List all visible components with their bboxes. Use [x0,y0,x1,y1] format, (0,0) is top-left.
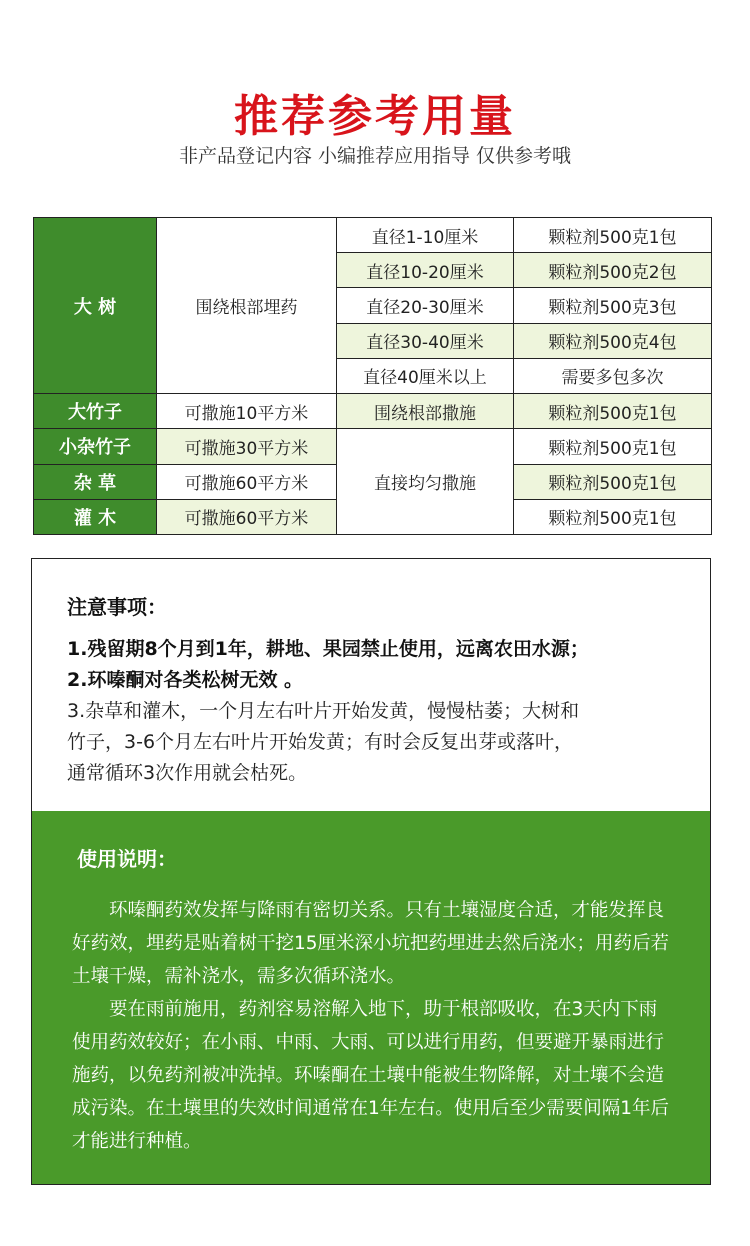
note-line: 3.杂草和灌木，一个月左右叶片开始发黄，慢慢枯萎；大树和 [67,700,580,722]
table-row [34,218,712,253]
page-title: 推荐参考用量 [234,91,516,142]
table-row [34,394,712,429]
usage-panel [31,811,711,1185]
area-cell: 可撒施60平方米 [157,464,337,499]
table-row [34,429,712,464]
notes-panel [31,558,711,811]
dose-cell: 颗粒剂500克1包 [514,394,712,429]
size-cell: 直径1-10厘米 [337,218,514,253]
size-cell: 直径20-30厘米 [337,288,514,323]
category-small-bamboo: 小杂竹子 [34,429,157,464]
method-big-tree: 围绕根部埋药 [157,218,337,394]
note-line: 竹子，3-6个月左右叶片开始发黄；有时会反复出芽或落叶， [67,731,574,753]
dose-cell: 颗粒剂500克1包 [514,429,712,464]
size-cell: 直径40厘米以上 [337,358,514,393]
method-big-bamboo: 围绕根部撒施 [337,394,514,429]
note-line: 通常循环3次作用就会枯死。 [67,762,308,784]
usage-title: 使用说明： [77,847,177,871]
dose-cell: 需要多包多次 [514,358,712,393]
category-big-tree: 大 树 [34,218,157,394]
category-weeds: 杂 草 [34,464,157,499]
area-cell: 可撒施60平方米 [157,499,337,534]
dose-cell: 颗粒剂500克2包 [514,253,712,288]
usage-paragraph: 要在雨前施用，药剂容易溶解入地下，助于根部吸收，在3天内下雨使用药效较好；在小雨、中雨、大雨、可以进行用药，但要避开暴雨进行施药，以免药剂被冲洗掉。环嗪酮在土壤中能被生物降解，对土壤不会造成污染。在土壤里的失效时间通常在1年左右。使用后至少需要间隔1年后才能进行种植。 [72,999,670,1152]
notes-title: 注意事项： [67,595,167,619]
dose-cell: 颗粒剂500克4包 [514,323,712,358]
dose-cell: 颗粒剂500克1包 [514,464,712,499]
category-shrubs: 灌 木 [34,499,157,534]
dose-cell: 颗粒剂500克1包 [514,499,712,534]
dose-cell: 颗粒剂500克1包 [514,218,712,253]
area-cell: 可撒施30平方米 [157,429,337,464]
size-cell: 直径30-40厘米 [337,323,514,358]
dosage-table [33,217,712,535]
category-big-bamboo: 大竹子 [34,394,157,429]
shared-method-cell: 直接均匀撒施 [337,429,514,535]
note-line: 2.环嗪酮对各类松树无效 。 [67,669,304,691]
size-cell: 直径10-20厘米 [337,253,514,288]
dose-cell: 颗粒剂500克3包 [514,288,712,323]
usage-paragraph: 环嗪酮药效发挥与降雨有密切关系。只有土壤湿度合适，才能发挥良好药效，埋药是贴着树干挖15厘米深小坑把药埋进去然后浇水；用药后若土壤干燥，需补浇水，需多次循环浇水。 [72,900,670,987]
note-line: 1.残留期8个月到1年，耕地、果园禁止使用，远离农田水源； [67,638,589,660]
area-cell: 可撒施10平方米 [157,394,337,429]
page-subtitle: 非产品登记内容 小编推荐应用指导 仅供参考哦 [178,145,572,167]
